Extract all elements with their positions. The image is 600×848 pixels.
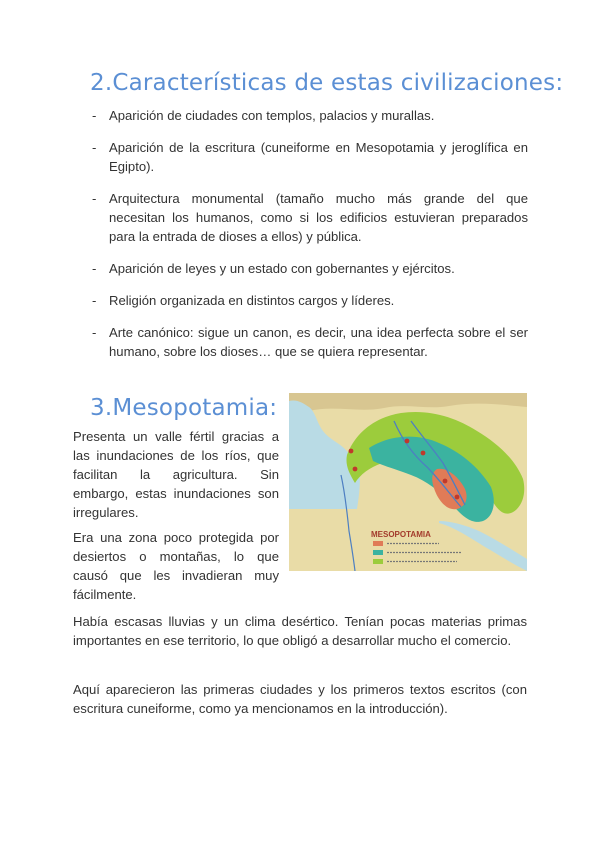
paragraph-climate: Había escasas lluvias y un clima desértico. Tenían pocas materias primas importantes en ese territorio, lo que obligó a desarrollar mucho el comercio.: [73, 614, 527, 648]
legend-swatch: [373, 541, 383, 546]
list-item: - Religión organizada en distintos cargos y líderes.: [92, 293, 395, 308]
paragraph-first-cities: Aquí aparecieron las primeras ciudades y los primeros textos escritos (con escritura cuneiforme, como ya mencionamos en la introducción).: [73, 682, 527, 716]
list-item: - Aparición de ciudades con templos, palacios y murallas.: [92, 108, 435, 123]
section-2-heading: 2.Características de estas civilizaciones:: [90, 70, 564, 96]
mesopotamia-map: [289, 393, 527, 571]
paragraph-unprotected: Era una zona poco protegida por desiertos o montañas, lo que causó que les invadieran muy fácilmente.: [73, 530, 279, 602]
list-item: - Arquitectura monumental (tamaño mucho más grande del que necesitan los humanos, como si los edificios estuvieran preparados para la entrada de dioses a ellos) y pública.: [92, 191, 528, 244]
paragraph-fertile-valley: Presenta un valle fértil gracias a las inundaciones de los ríos, que facilitan la agricultura. Sin embargo, estas inundaciones son irregulares.: [73, 429, 279, 520]
list-item: - Aparición de la escritura (cuneiforme en Mesopotamia y jeroglífica en Egipto).: [92, 140, 528, 174]
characteristics-list: [92, 106, 528, 374]
map-title: MESOPOTAMIA: [371, 530, 431, 539]
list-item: - Aparición de leyes y un estado con gobernantes y ejércitos.: [92, 261, 455, 276]
list-item-text: Arquitectura monumental (tamaño mucho más grande del que necesitan los humanos, como si los edificios estuvieran preparados para la entrada de dioses a ellos) y pública.: [109, 191, 528, 244]
list-item-text: Aparición de la escritura (cuneiforme en Mesopotamia y jeroglífica en Egipto).: [109, 140, 528, 174]
list-item-text: Arte canónico: sigue un canon, es decir, una idea perfecta sobre el ser humano, sobre los dioses… que se quiera representar.: [109, 325, 528, 359]
legend-swatch: [373, 559, 383, 564]
section-3-heading: 3.Mesopotamia:: [90, 395, 278, 421]
list-item-text: Aparición de ciudades con templos, palacios y murallas.: [109, 108, 435, 123]
list-item-text: Aparición de leyes y un estado con gobernantes y ejércitos.: [109, 261, 455, 276]
list-item-text: Religión organizada en distintos cargos y líderes.: [109, 293, 395, 308]
list-item: - Arte canónico: sigue un canon, es decir, una idea perfecta sobre el ser humano, sobre los dioses… que se quiera representar.: [92, 325, 528, 359]
legend-swatch: [373, 550, 383, 555]
